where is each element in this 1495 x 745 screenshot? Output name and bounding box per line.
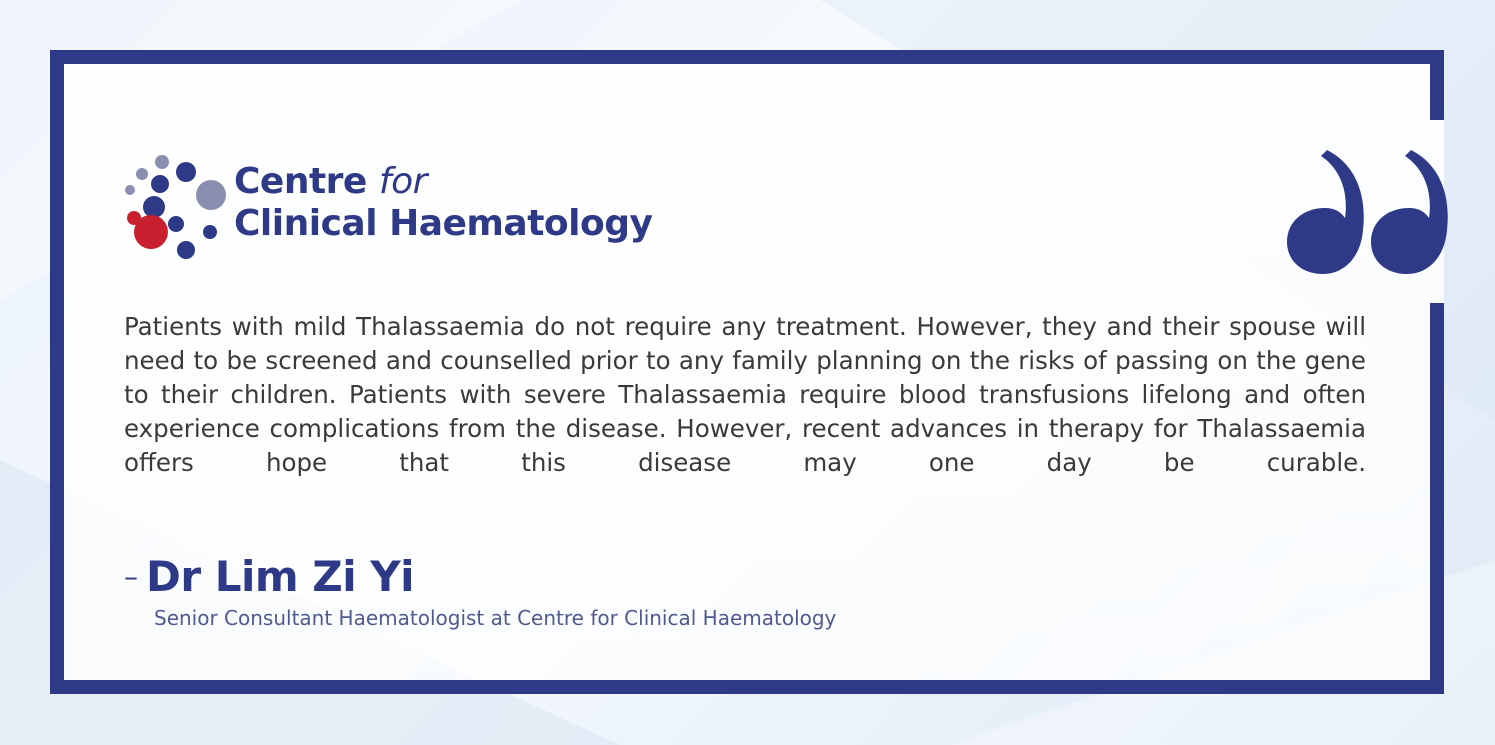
frame-right-bar-top (1430, 50, 1444, 120)
frame-right-bar-bottom (1430, 303, 1444, 694)
author-signature (124, 552, 414, 601)
logo-wordmark (234, 161, 653, 244)
logo-centre: Centre (234, 161, 367, 202)
quote-body: Patients with mild Thalassaemia do not require any treatment. However, they and their spouse will need to be screened and counselled prior to any family planning on the risks of passing on the gene to their children. Patients with severe Thalassaemia require blood transfusions lifelong and often experience complications from the disease. However, recent advances in therapy for Thalassaemia offers hope that this disease may one day be curable. (124, 312, 1366, 477)
logo-for: for (378, 161, 427, 202)
molecule-dots-icon (124, 152, 232, 260)
author-name: Dr Lim Zi Yi (146, 552, 415, 601)
author-dash: – (124, 560, 138, 593)
quotation-mark-icon (1283, 150, 1448, 274)
author-role: Senior Consultant Haematologist at Centre for Clinical Haematology (154, 606, 837, 630)
logo-line-2: Clinical Haematology (234, 203, 653, 244)
logo-line-1 (234, 161, 652, 202)
centre-logo (124, 152, 664, 262)
